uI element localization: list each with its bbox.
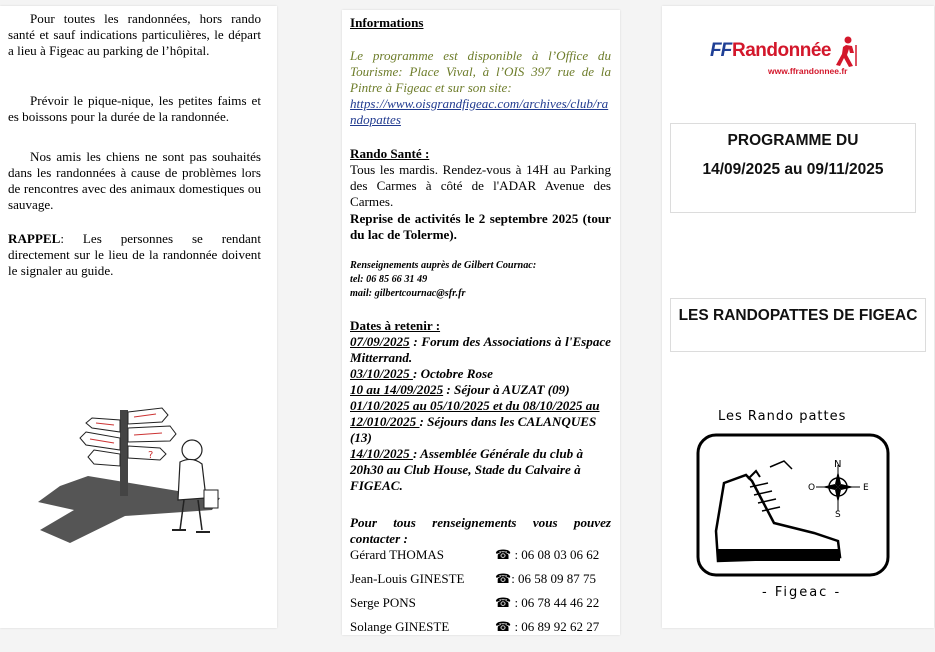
date-item: 03/10/2025 : Octobre Rose xyxy=(350,366,493,381)
departure-paragraph: Pour toutes les randonnées, hors rando santé et sauf indications particulières, le départ a lieu à Figeac au parking de l’hôpital. xyxy=(8,11,261,58)
contact-name: Serge PONS xyxy=(350,595,416,610)
compass-s: S xyxy=(835,510,841,520)
dates-title: Dates à retenir : xyxy=(350,318,441,333)
signpost-illustration xyxy=(30,398,230,548)
rando-sante-reprise: Reprise de activités le 2 septembre 2025 (tour du lac de Tolerme). xyxy=(350,211,611,242)
rappel-label: RAPPEL xyxy=(8,231,61,246)
date-item: 01/10/2025 au 05/10/2025 et du 08/10/2025 au 12/010/2025 : Séjours dans les CALANQUES (13) xyxy=(350,398,600,445)
contact-row xyxy=(350,595,611,611)
badge-top-text: Les Rando pattes xyxy=(718,409,847,424)
svg-text:?: ? xyxy=(148,450,154,461)
contact-name: Gérard THOMAS xyxy=(350,547,444,562)
logo-ff: FF xyxy=(710,40,732,61)
randopattes-badge xyxy=(696,409,894,609)
info-link[interactable]: https://www.oisgrandfigeac.com/archives/club/randopattes xyxy=(350,96,609,127)
logo-url: www.ffrandonnee.fr xyxy=(768,66,848,76)
date-item: 07/09/2025 : Forum des Associations à l'Espace Mitterrand. xyxy=(350,334,611,365)
renseignements-block xyxy=(350,259,611,301)
dogs-paragraph: Nos amis les chiens ne sont pas souhaités dans les randonnées à cause de problèmes lors de rencontres avec des animaux domestiques ou sauvage. xyxy=(8,149,261,212)
rens-mail: mail: gilbertcournac@sfr.fr xyxy=(350,288,466,299)
programme-dates: 14/09/2025 au 09/11/2025 xyxy=(702,161,884,178)
logo-randonnee: Randonnée xyxy=(732,40,831,61)
date-item: 14/10/2025 : Assemblée Générale du club à 20h30 au Club House, Stade du Calvaire à FIGEAC. xyxy=(350,446,584,493)
left-panel xyxy=(0,6,277,628)
dates-list xyxy=(350,334,611,494)
hiker-logo-icon xyxy=(834,36,860,68)
contact-phone: ☎ : 06 08 03 06 62 xyxy=(495,547,600,562)
compass-n: N xyxy=(834,459,842,470)
contact-phone: ☎ : 06 89 92 62 27 xyxy=(495,619,600,634)
hiking-boot-illustration xyxy=(696,431,894,581)
middle-panel xyxy=(342,10,620,635)
rappel-paragraph xyxy=(8,231,261,279)
rens-phone: tel: 06 85 66 31 49 xyxy=(350,274,428,285)
info-text: Le programme est disponible à l’Office du Tourisme: Place Vival, à l’OIS 397 rue de la Pintre à Figeac et sur son site: xyxy=(350,48,611,95)
ffrandonnee-logo xyxy=(710,36,870,86)
rens-line-1: Renseignements auprès de Gilbert Cournac: xyxy=(350,260,537,271)
contact-name: Solange GINESTE xyxy=(350,619,450,634)
picnic-paragraph: Prévoir le pique-nique, les petites faims et es boissons pour la durée de la randonnée. xyxy=(8,93,261,124)
rappel-text: : Les personnes se rendant directement sur le lieu de la randonnée doivent le signaler au guide. xyxy=(8,231,261,278)
programme-box xyxy=(670,123,916,213)
compass-e: E xyxy=(863,483,869,493)
contact-phone: ☎ : 06 78 44 46 22 xyxy=(495,595,600,610)
compass-o: O xyxy=(808,483,816,493)
contact-row xyxy=(350,547,611,563)
rando-sante-text: Tous les mardis. Rendez-vous à 14H au Parking des Carmes à côté de l'ADAR Avenue des Carmes. xyxy=(350,162,611,209)
badge-bottom-text: - Figeac - xyxy=(762,585,842,600)
club-name-box xyxy=(670,298,926,352)
contact-row xyxy=(350,619,611,635)
rando-sante-title: Rando Santé : xyxy=(350,146,430,161)
date-item: 10 au 14/09/2025 : Séjour à AUZAT (09) xyxy=(350,382,570,397)
contact-intro: Pour tous renseignements vous pouvez contacter : xyxy=(350,515,611,546)
programme-title: PROGRAMME DU xyxy=(727,132,859,149)
info-title: Informations xyxy=(350,15,424,30)
contact-name: Jean-Louis GINESTE xyxy=(350,571,465,586)
contact-phone: ☎: 06 58 09 87 75 xyxy=(495,571,597,586)
club-name: LES RANDOPATTES DE FIGEAC xyxy=(678,307,918,324)
contact-row xyxy=(350,571,611,587)
right-panel xyxy=(662,6,934,628)
